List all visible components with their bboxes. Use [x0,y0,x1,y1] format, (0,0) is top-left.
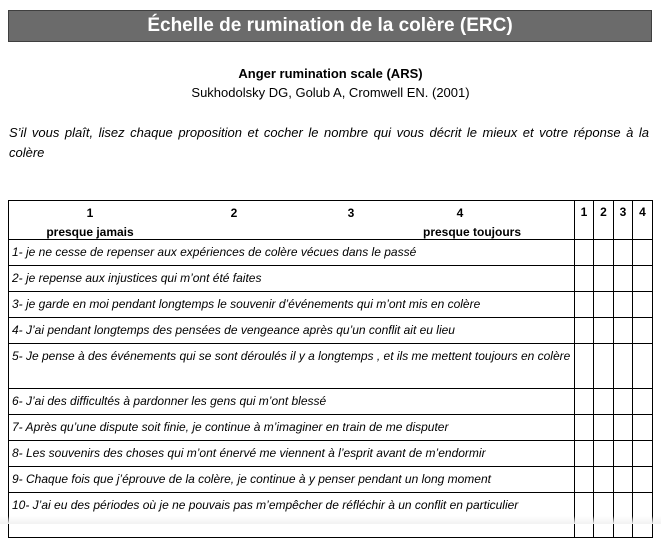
answer-cell-3[interactable] [614,389,633,415]
item-text: 7- Après qu’une dispute soit finie, je continue à m’imaginer en train de me disputer [9,415,575,441]
scale-low-label: presque jamais [46,225,134,239]
answer-cell-1[interactable] [575,493,594,538]
answer-cell-1[interactable] [575,441,594,467]
item-text: 3- je garde en moi pendant longtemps le souvenir d’événements qui m’ont mis en colère [9,292,575,318]
answer-cell-1[interactable] [575,415,594,441]
answer-cell-4[interactable] [633,318,653,344]
scale-number-2: 2 [230,206,238,220]
answer-cell-2[interactable] [594,240,614,266]
answer-cell-3[interactable] [614,266,633,292]
answer-cell-4[interactable] [633,266,653,292]
item-text: 8- Les souvenirs des choses qui m’ont énervé me viennent à l’esprit avant de m’endormir [9,441,575,467]
answer-cell-4[interactable] [633,240,653,266]
answer-cell-4[interactable] [633,441,653,467]
scale-subtitle: Anger rumination scale (ARS) [238,66,423,81]
table-row [9,240,653,266]
answer-cell-3[interactable] [614,240,633,266]
item-text: 1- je ne cesse de repenser aux expériences de colère vécues dans le passé [9,240,575,266]
answer-cell-2[interactable] [594,389,614,415]
answer-cell-3[interactable] [614,344,633,389]
item-text: 10- J’ai eu des périodes où je ne pouvais pas m’empêcher de réfléchir à un conflit en particulier [9,493,575,538]
table-row [9,344,653,389]
table-row [9,266,653,292]
answer-cell-1[interactable] [575,266,594,292]
answer-cell-3[interactable] [614,467,633,493]
answer-cell-4[interactable] [633,493,653,538]
scale-number-3: 3 [347,206,355,220]
table-row [9,467,653,493]
answer-cell-3[interactable] [614,292,633,318]
item-text: 9- Chaque fois que j’éprouve de la colère, je continue à y penser pendant un long moment [9,467,575,493]
column-header-3: 3 [614,201,633,240]
scale-number-1: 1 [86,206,94,220]
table-row [9,292,653,318]
answer-cell-3[interactable] [614,415,633,441]
instructions-text: S’il vous plaît, lisez chaque proposition et cocher le nombre qui vous décrit le mieux et votre réponse à la colère [9,125,649,160]
answer-cell-4[interactable] [633,292,653,318]
scale-number-4: 4 [456,206,464,220]
answer-cell-2[interactable] [594,493,614,538]
table-row [9,389,653,415]
page-bottom-fade [0,516,661,524]
citation-authors: Sukhodolsky DG, Golub A, Cromwell EN. (2001) [191,85,470,100]
answer-cell-2[interactable] [594,415,614,441]
table-row [9,318,653,344]
answer-cell-2[interactable] [594,344,614,389]
scale-legend [9,201,575,240]
rating-table [8,200,653,538]
answer-cell-1[interactable] [575,292,594,318]
scale-high-label: presque toujours [422,225,522,239]
answer-cell-4[interactable] [633,467,653,493]
answer-cell-2[interactable] [594,467,614,493]
answer-cell-1[interactable] [575,344,594,389]
answer-cell-2[interactable] [594,441,614,467]
answer-cell-2[interactable] [594,292,614,318]
answer-cell-3[interactable] [614,441,633,467]
column-header-2: 2 [594,201,614,240]
page-title: Échelle de rumination de la colère (ERC) [8,10,652,42]
table-header-row [9,201,653,240]
item-text: 4- J’ai pendant longtemps des pensées de vengeance après qu’un conflit ait eu lieu [9,318,575,344]
answer-cell-3[interactable] [614,493,633,538]
table-row [9,415,653,441]
answer-cell-1[interactable] [575,389,594,415]
column-header-1: 1 [575,201,594,240]
column-header-4: 4 [633,201,653,240]
item-text: 2- je repense aux injustices qui m’ont été faites [9,266,575,292]
answer-cell-4[interactable] [633,344,653,389]
table-row [9,493,653,538]
item-text: 5- Je pense à des événements qui se sont déroulés il y a longtemps , et ils me mettent toujours en colère [9,344,575,389]
table-row [9,441,653,467]
answer-cell-1[interactable] [575,318,594,344]
answer-cell-1[interactable] [575,467,594,493]
answer-cell-2[interactable] [594,318,614,344]
item-text: 6- J’ai des difficultés à pardonner les gens qui m’ont blessé [9,389,575,415]
answer-cell-1[interactable] [575,240,594,266]
answer-cell-3[interactable] [614,318,633,344]
answer-cell-4[interactable] [633,389,653,415]
answer-cell-2[interactable] [594,266,614,292]
answer-cell-4[interactable] [633,415,653,441]
